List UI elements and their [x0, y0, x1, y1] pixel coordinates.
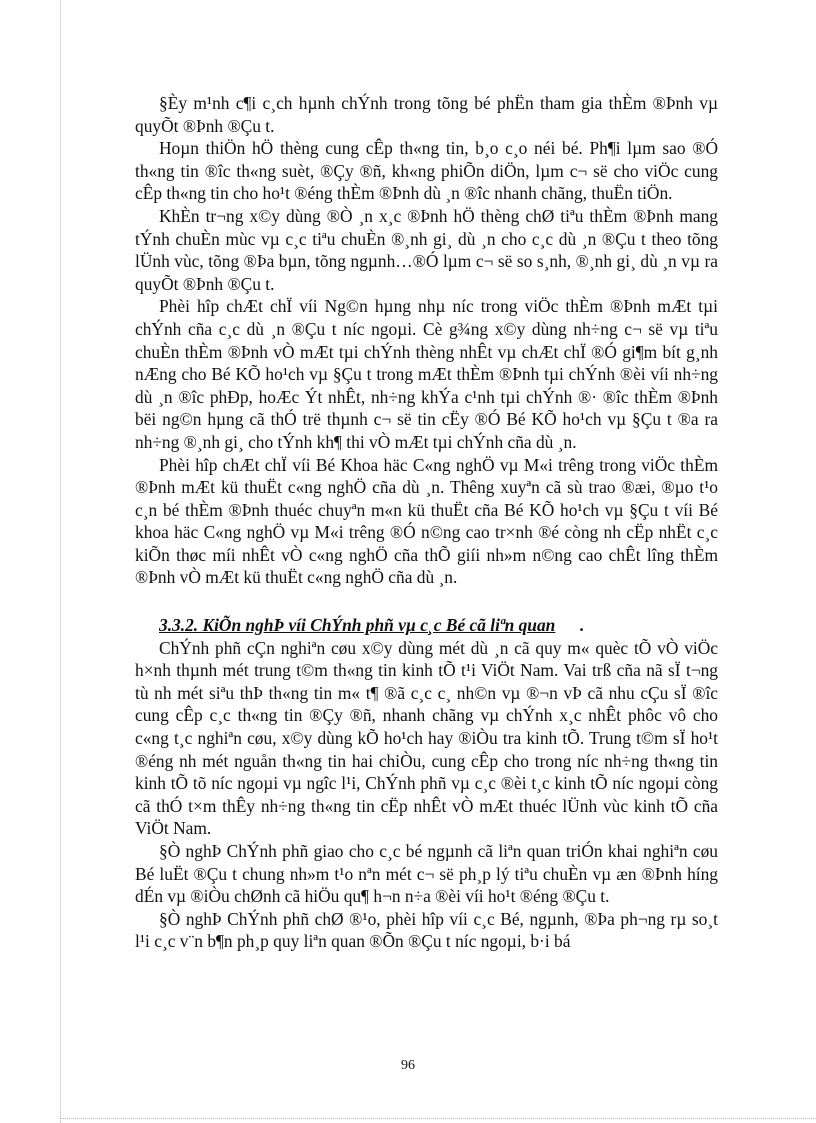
- section-heading-period: .: [579, 615, 584, 636]
- paragraph: §Ò nghÞ ChÝnh phñ chØ ®¹o, phèi hîp víi c¸c Bé, ngµnh, ®Þa ph¬ng rµ so¸t l¹i c¸c v¨n b¶n ph¸p quy liªn quan ®Õn ®Çu t níc ngoµi, b·i bá: [135, 908, 718, 952]
- left-margin-rule: [60, 0, 61, 1123]
- paragraph: §Èy m¹nh c¶i c¸ch hµnh chÝnh trong tõng bé phËn tham gia thÈm ®Þnh vµ quyÕt ®Þnh ®Çu t.: [135, 93, 718, 136]
- section-heading: [135, 614, 718, 637]
- paragraph: Phèi hîp chÆt chÏ víi Ng©n hµng nhµ níc trong viÖc thÈm ®Þnh mÆt tµi chÝnh cña c¸c dù ¸n ®Çu t níc ngoµi. Cè g¾ng x©y dùng nh÷ng c¬ së vµ tiªu chuÈn thÈm ®Þnh vÒ mÆt tµi chÝnh thèng nhÊt vµ chÆt chÏ ®Ó gi¶m bít g¸nh nÆng cho Bé KÕ ho¹ch vµ §Çu t trong mÆt thÈm ®Þnh tµi chÝnh ®èi víi nh÷ng dù ¸n ®îc phÐp, hoÆc Ýt nhÊt, nh÷ng khÝa c¹nh tµi chÝnh ®· ®îc thÈm ®Þnh bëi ng©n hµng cã thÓ trë thµnh c¬ së tin cËy ®Ó Bé KÕ ho¹ch vµ §Çu t ®a ra nh÷ng ®¸nh gi¸ cho tÝnh kh¶ thi vÒ mÆt tµi chÝnh cña dù ¸n.: [135, 296, 718, 452]
- paragraph: Phèi hîp chÆt chÏ víi Bé Khoa häc C«ng nghÖ vµ M«i trêng trong viÖc thÈm ®Þnh mÆt kü thuËt c«ng nghÖ cña dù ¸n. Thêng xuyªn cã sù trao ®æi, ®µo t¹o c¸n bé thÈm ®Þnh thuéc chuyªn m«n kü thuËt cña Bé KÕ ho¹ch vµ §Çu t víi Bé khoa häc C«ng nghÖ vµ M«i trêng ®Ó n©ng cao tr×nh ®é còng nh cËp nhËt c¸c kiÕn thøc míi nhÊt vÒ c«ng nghÖ cña thÕ giíi nh»m n©ng cao chÊt lîng thÈm ®Þnh vÒ mÆt kü thuËt c«ng nghÖ cña dù ¸n.: [135, 454, 718, 588]
- paragraph: §Ò nghÞ ChÝnh phñ giao cho c¸c bé ngµnh cã liªn quan triÓn khai nghiªn cøu Bé luËt ®Çu t chung nh»m t¹o nªn mét c¬ së ph¸p lý tiªu chuÈn vµ æn ®Þnh híng dÉn vµ ®iÒu chØnh cã hiÖu qu¶ h¬n n÷a ®èi víi ho¹t ®éng ®Çu t.: [135, 841, 718, 907]
- paragraph: ChÝnh phñ cÇn nghiªn cøu x©y dùng mét dù ¸n cã quy m« quèc tÕ vÒ viÖc h×nh thµnh mét trung t©m th«ng tin kinh tÕ t¹i ViÖt Nam. Vai trß cña nã sÏ t¬ng tù nh mét siªu thÞ th«ng tin m« t¶ ®ã c¸c c¸ nh©n vµ ®¬n vÞ cã nhu cÇu sÏ ®îc cung cÊp c¸c th«ng tin ®Çy ®ñ, nhanh chãng vµ chÝnh x¸c nhÊt phôc vô cho c«ng t¸c nghiªn cøu, x©y dùng kÕ ho¹ch hay ®iÒu tra kinh tÕ. Trung t©m sÏ ho¹t ®éng nh mét nguån th«ng tin hai chiÒu, cung cÊp cho trong níc nh÷ng th«ng tin kinh tÕ tõ níc ngoµi vµ ngîc l¹i, ChÝnh phñ vµ c¸c ®èi t¸c kinh tÕ níc ngoµi còng cã thÓ t×m thÊy nh÷ng th«ng tin cËp nhÊt vÒ mÆt thuéc lÜnh vùc kinh tÕ cña ViÖt Nam.: [135, 637, 718, 839]
- paragraph: Hoµn thiÖn hÖ thèng cung cÊp th«ng tin, b¸o c¸o néi bé. Ph¶i lµm sao ®Ó th«ng tin ®îc th«ng suèt, ®Çy ®ñ, kh«ng phiÕn diÖn, lµm c¬ së cho viÖc cung cÊp th«ng tin cho ho¹t ®éng thÈm ®Þnh dù ¸n ®îc nhanh chãng, thuËn tiÖn.: [135, 138, 718, 204]
- body-text: [135, 92, 718, 953]
- page-number: 96: [401, 1058, 415, 1073]
- bottom-margin-rule: [60, 1118, 816, 1119]
- paragraph: KhÈn tr¬ng x©y dùng ®Ò ¸n x¸c ®Þnh hÖ thèng chØ tiªu thÈm ®Þnh mang tÝnh chuÈn mùc vµ c¸c tiªu chuÈn ®¸nh gi¸ dù ¸n cho c¸c dù ¸n ®Çu t theo tõng lÜnh vùc, tõng ®Þa bµn, tõng ngµnh…®Ó lµm c¬ së so s¸nh, ®¸nh gi¸ dù ¸n vµ ra quyÕt ®Þnh ®Çu t.: [135, 205, 718, 294]
- section-heading-text: 3.3.2. KiÕn nghÞ víi ChÝnh phñ vµ c¸c Bé cã liªn quan: [159, 615, 556, 636]
